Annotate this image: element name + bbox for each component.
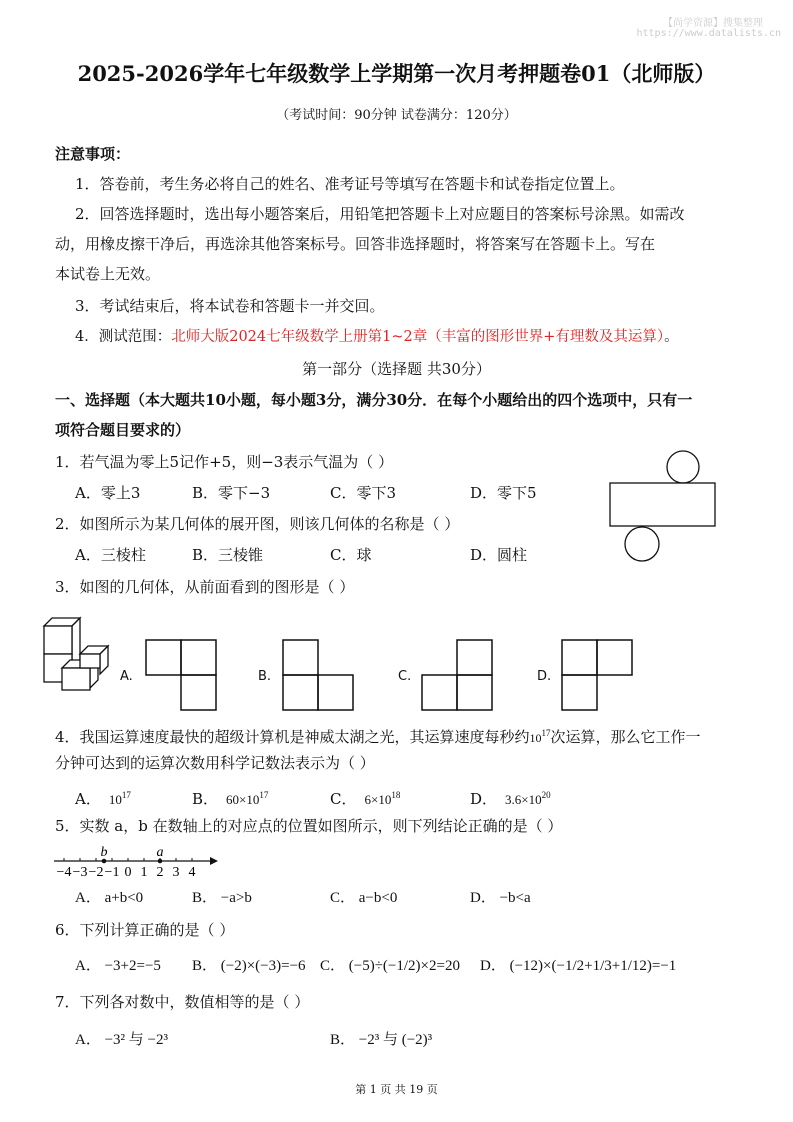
notice-item: 动，用橡皮擦干净后，再选涂其他答案标号。回答非选择题时，将答案写在答题卡上。写在 (55, 235, 656, 253)
axis-tick-label: 2 (156, 865, 164, 880)
notice-item: 1．答卷前，考生务必将自己的姓名、准考证号等填写在答题卡和试卷指定位置上。 (75, 175, 625, 193)
q4-option-c (330, 785, 400, 810)
q4-option-a (75, 785, 131, 810)
notice-item: 3．考试结束后，将本试卷和答题卡一并交回。 (75, 297, 385, 315)
option-value: 3.6×10 (505, 792, 542, 807)
q1-option-b: B．零下−3 (192, 484, 271, 502)
number-line (52, 842, 222, 880)
option-c-shape (422, 640, 492, 710)
exam-info: （考试时间：90分钟 试卷满分：120分） (276, 108, 517, 123)
option-value: 60×10 (226, 792, 260, 807)
section-heading: 项符合题目要求的） (55, 421, 191, 439)
q3-option-c[interactable]: C. (398, 669, 412, 684)
option-label: D． (470, 790, 498, 808)
q6-option-b: B． (−2)×(−3)=−6 (192, 958, 306, 974)
option-value: 6×10 (364, 792, 392, 807)
option-exp: 17 (121, 790, 131, 800)
option-label: A． (75, 790, 101, 808)
q4-stem: 次运算，那么它工作一 (550, 728, 701, 746)
q1-option-d: D．零下5 (470, 484, 537, 502)
question-5: 5．实数 a，b 在数轴上的对应点的位置如图所示，则下列结论正确的是（ ） (55, 817, 563, 835)
axis-tick-label: −1 (104, 865, 120, 880)
axis-tick-label: 4 (188, 865, 196, 880)
point-label: a (156, 845, 164, 860)
option-label: C． (330, 790, 357, 808)
q3-option-a[interactable]: A. (120, 669, 133, 684)
scope-label: 4．测试范围： (75, 329, 172, 345)
q6-option-d: D． (−12)×(−1/2+1/3+1/12)=−1 (480, 958, 677, 974)
q1-option-a: A．零上3 (75, 484, 141, 502)
watermark-source: 【尚学资源】搜集整理 (663, 18, 763, 29)
question-7: 7．下列各对数中，数值相等的是（ ） (55, 993, 310, 1011)
q7-option-b: B． −2³ 与 (−2)³ (330, 1032, 433, 1048)
axis-tick-label: 0 (124, 865, 132, 880)
part-heading: 第一部分（选择题 共30分） (302, 360, 491, 378)
option-value: 10 (108, 792, 122, 807)
notice-item: 2．回答选择题时，选出每小题答案后，用铅笔把答题卡上对应题目的答案标号涂黑。如需改 (75, 205, 685, 223)
notice-item-scope (75, 327, 679, 347)
q5-option-b: B． −a>b (192, 890, 252, 906)
axis-tick-label: 3 (172, 865, 180, 880)
notice-heading: 注意事项： (55, 145, 131, 163)
q2-option-d: D．圆柱 (470, 546, 528, 564)
option-label: B． (192, 790, 219, 808)
q1-option-c: C．零下3 (330, 484, 397, 502)
page-title: 2025-2026学年七年级数学上学期第一次月考押题卷01（北师版） (77, 61, 716, 86)
q7-option-a: A． −3² 与 −2³ (75, 1032, 168, 1048)
axis-tick-label: −2 (88, 865, 104, 880)
question-1: 1．若气温为零上5记作+5，则−3表示气温为（ ） (55, 453, 394, 471)
question-4-cont: 分钟可达到的运算次数用科学记数法表示为（ ） (55, 754, 375, 772)
q5-option-a: A． a+b<0 (75, 890, 144, 906)
notice-item: 本试卷上无效。 (55, 265, 161, 283)
question-4 (55, 723, 701, 748)
axis-tick-label: −4 (56, 865, 72, 880)
q3-option-b[interactable]: B. (258, 669, 272, 684)
q6-option-a: A． −3+2=−5 (75, 958, 161, 974)
q4-option-b (192, 785, 268, 810)
axis-arrow (210, 857, 218, 865)
q2-option-b: B．三棱锥 (192, 546, 264, 564)
q2-option-a: A．三棱柱 (75, 546, 146, 564)
q6-option-c: C． (−5)÷(−1/2)×2=20 (320, 958, 460, 974)
q4-power-base: 10 (529, 731, 542, 745)
option-a-shape (146, 640, 216, 710)
q2-option-c: C．球 (330, 546, 372, 564)
section-heading: 一、选择题（本大题共10小题，每小题3分，满分30分．在每个小题给出的四个选项中，只有一 (55, 391, 693, 409)
q4-power-exp: 17 (541, 728, 551, 738)
watermark-url: https://www.datalists.cn (636, 28, 781, 39)
axis-tick-label: 1 (140, 865, 148, 880)
page-footer: 第 1 页 共 19 页 (355, 1083, 438, 1096)
option-exp: 18 (391, 790, 401, 800)
q4-stem: 4．我国运算速度最快的超级计算机是神威太湖之光，其运算速度每秒约 (55, 728, 530, 746)
question-2: 2．如图所示为某几何体的展开图，则该几何体的名称是（ ） (55, 515, 460, 533)
axis-tick-label: −3 (72, 865, 88, 880)
option-exp: 17 (259, 790, 269, 800)
q4-option-d (470, 785, 551, 810)
option-exp: 20 (541, 790, 551, 800)
q5-option-c: C． a−b<0 (330, 890, 398, 906)
scope-range: 北师大版2024七年级数学上册第1~2章（丰富的图形世界+有理数及其运算） (171, 329, 665, 345)
option-b-shape (283, 640, 353, 710)
q5-option-d: D． −b<a (470, 890, 531, 906)
q3-option-d[interactable]: D. (537, 669, 552, 684)
point-label: b (100, 845, 108, 860)
question-3: 3．如图的几何体，从前面看到的图形是（ ） (55, 578, 355, 596)
scope-end: 。 (664, 329, 679, 345)
question-6: 6．下列计算正确的是（ ） (55, 921, 235, 939)
q3-option-figures (0, 630, 793, 720)
cylinder-net-figure (600, 445, 730, 565)
option-d-shape (562, 640, 632, 710)
